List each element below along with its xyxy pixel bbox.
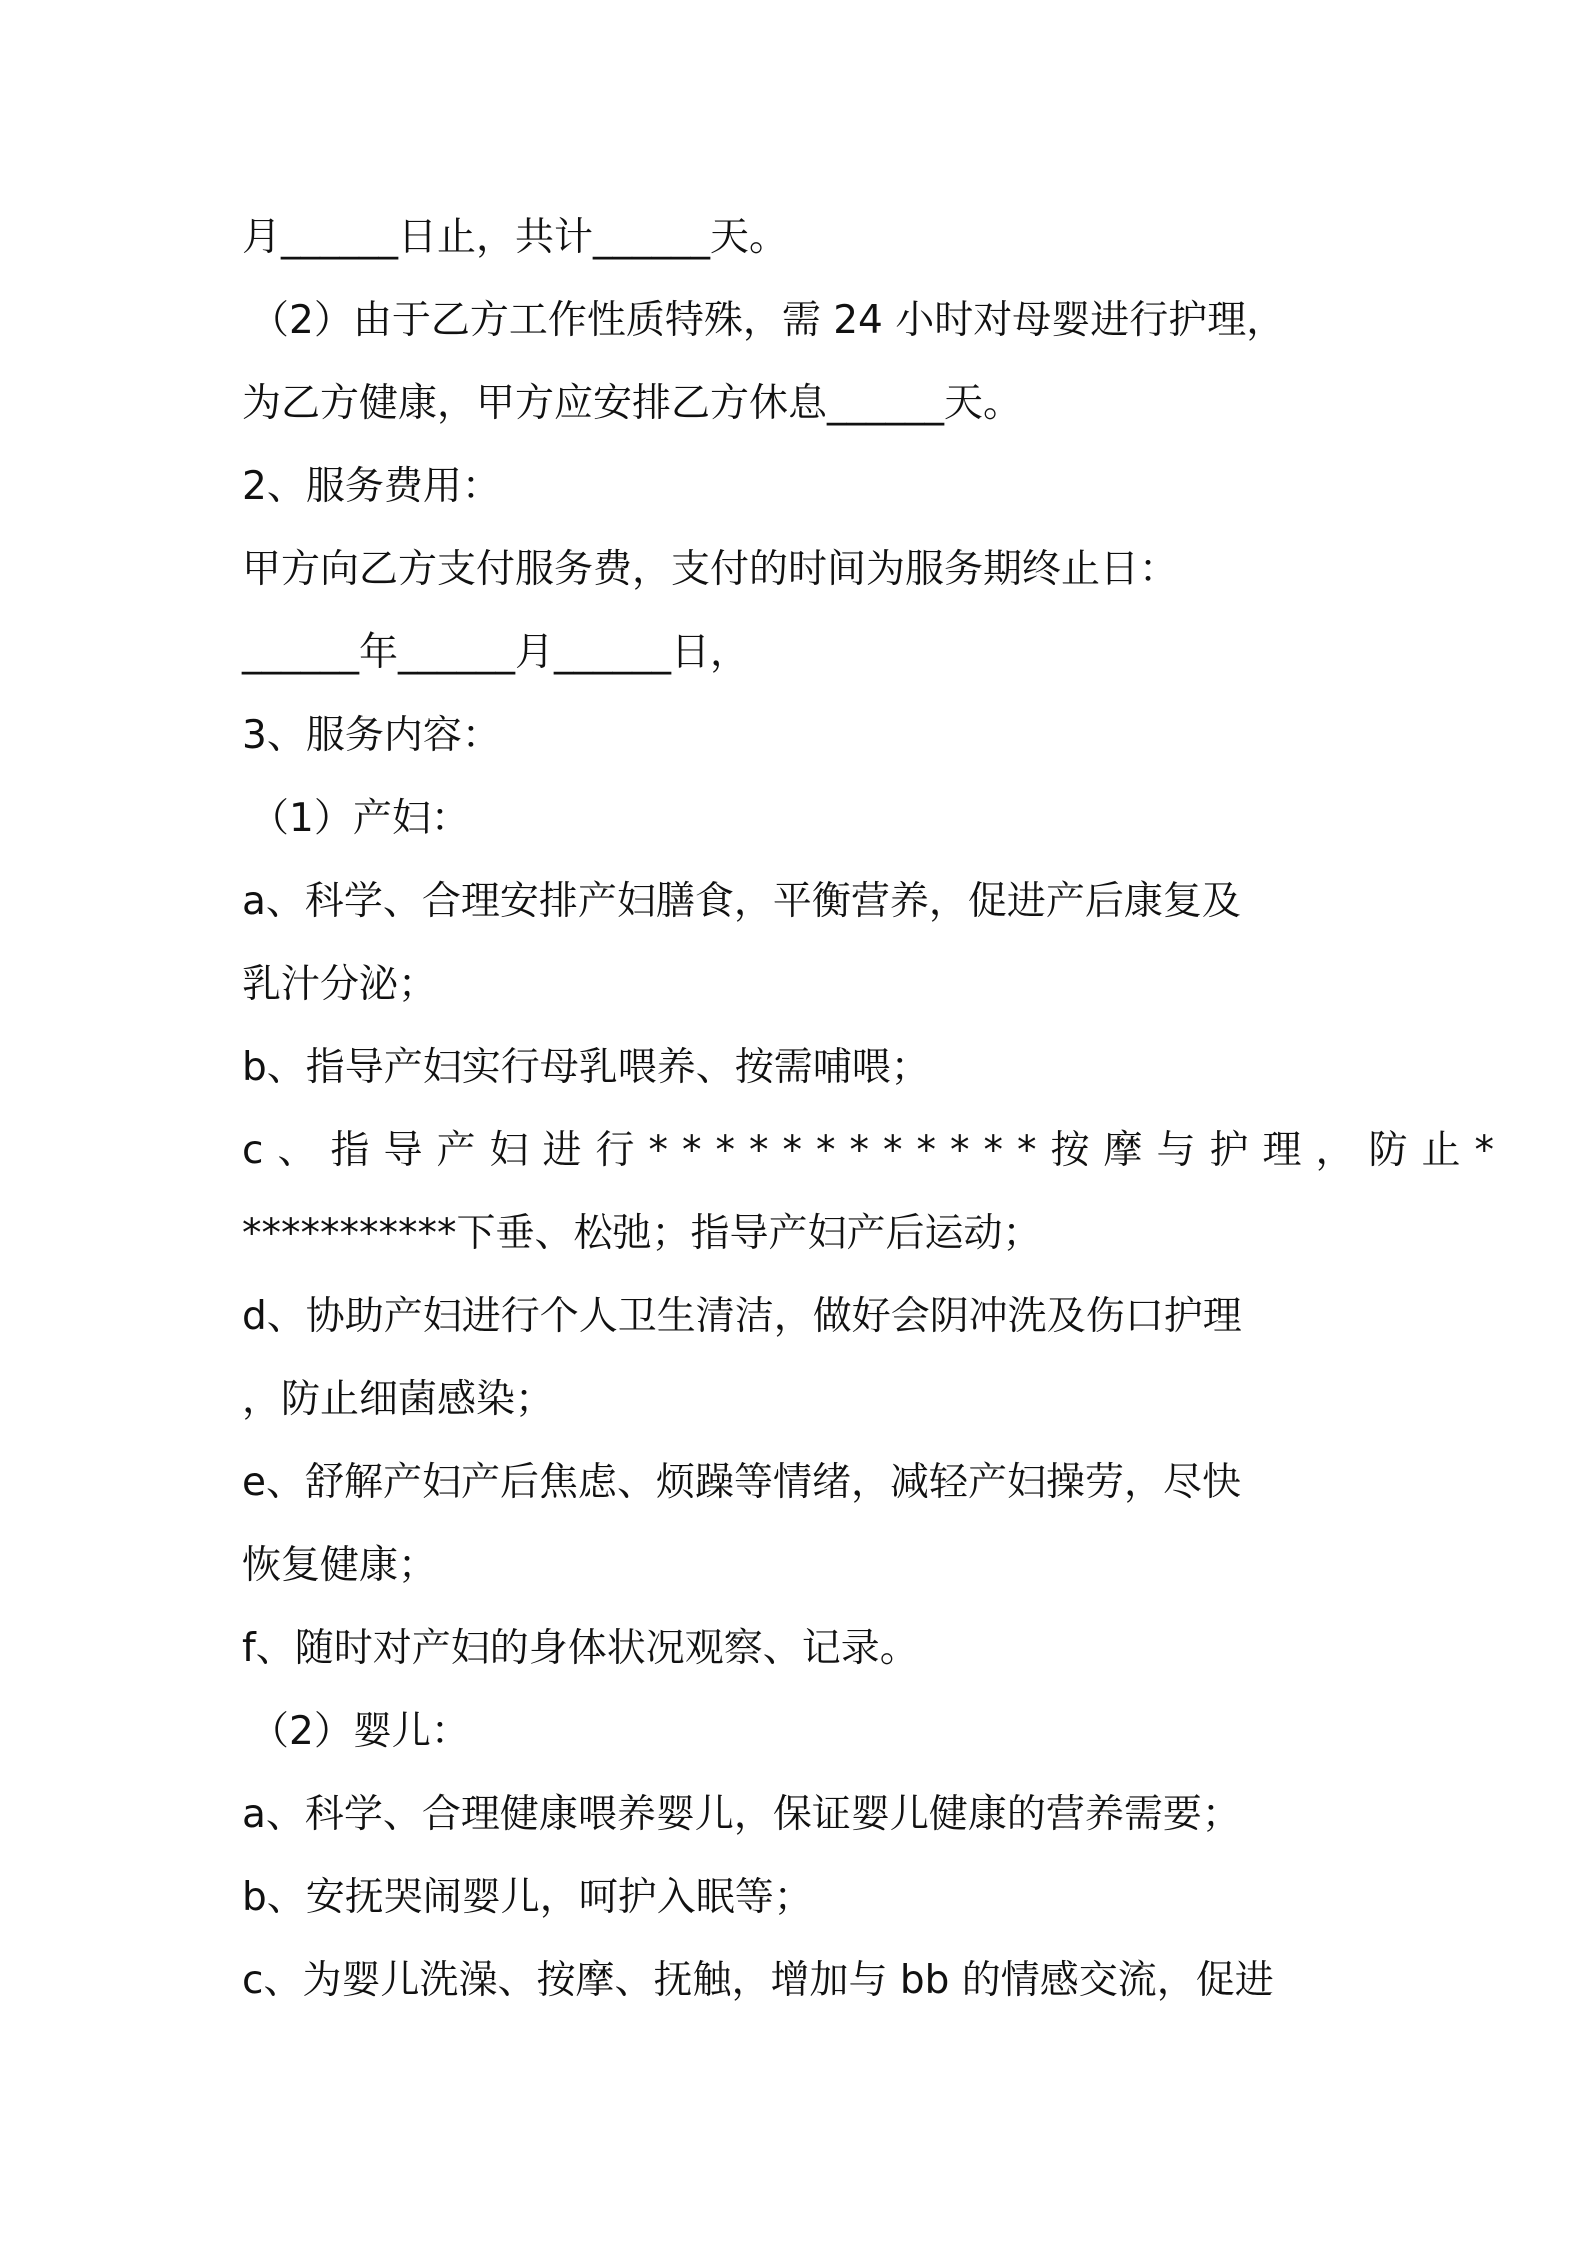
document-body bbox=[242, 196, 1508, 2022]
text-line-1: 月______日止，共计______天。 bbox=[242, 215, 789, 260]
section-heading-content: 3、服务内容： bbox=[242, 713, 501, 758]
text-line-12: c、指导产妇进行************按摩与护理，防止* bbox=[242, 1128, 1508, 1173]
text-line-2: （2）由于乙方工作性质特殊，需 24 小时对母婴进行护理， bbox=[250, 298, 1286, 343]
text-line-18: f、随时对产妇的身体状况观察、记录。 bbox=[242, 1626, 919, 1671]
text-line-11: b、指导产妇实行母乳喂养、按需哺喂； bbox=[242, 1045, 930, 1090]
text-line-3: 为乙方健康，甲方应安排乙方休息______天。 bbox=[242, 381, 1023, 426]
subsection-heading-baby: （2）婴儿： bbox=[250, 1709, 470, 1754]
text-line-6: ______年______月______日， bbox=[242, 630, 750, 675]
text-line-16: e、舒解产妇产后焦虑、烦躁等情绪，减轻产妇操劳，尽快 bbox=[242, 1460, 1241, 1505]
text-line-15: ，防止细菌感染； bbox=[242, 1377, 555, 1422]
text-line-17: 恢复健康； bbox=[242, 1543, 438, 1588]
text-line-9: a、科学、合理安排产妇膳食，平衡营养，促进产后康复及 bbox=[242, 879, 1241, 924]
text-line-20: a、科学、合理健康喂养婴儿，保证婴儿健康的营养需要； bbox=[242, 1792, 1241, 1837]
text-line-21: b、安抚哭闹婴儿，呵护入眠等； bbox=[242, 1875, 813, 1920]
text-line-14: d、协助产妇进行个人卫生清洁，做好会阴冲洗及伤口护理 bbox=[242, 1294, 1242, 1339]
subsection-heading-mother: （1）产妇： bbox=[250, 796, 470, 841]
text-line-10: 乳汁分泌； bbox=[242, 962, 438, 1007]
section-heading-fees: 2、服务费用： bbox=[242, 464, 501, 509]
text-line-13: ***********下垂、松弛；指导产妇产后运动； bbox=[242, 1211, 1042, 1256]
text-line-22: c、为婴儿洗澡、按摩、抚触，增加与 bb 的情感交流，促进 bbox=[242, 1958, 1274, 2003]
text-line-5: 甲方向乙方支付服务费，支付的时间为服务期终止日： bbox=[242, 547, 1179, 592]
